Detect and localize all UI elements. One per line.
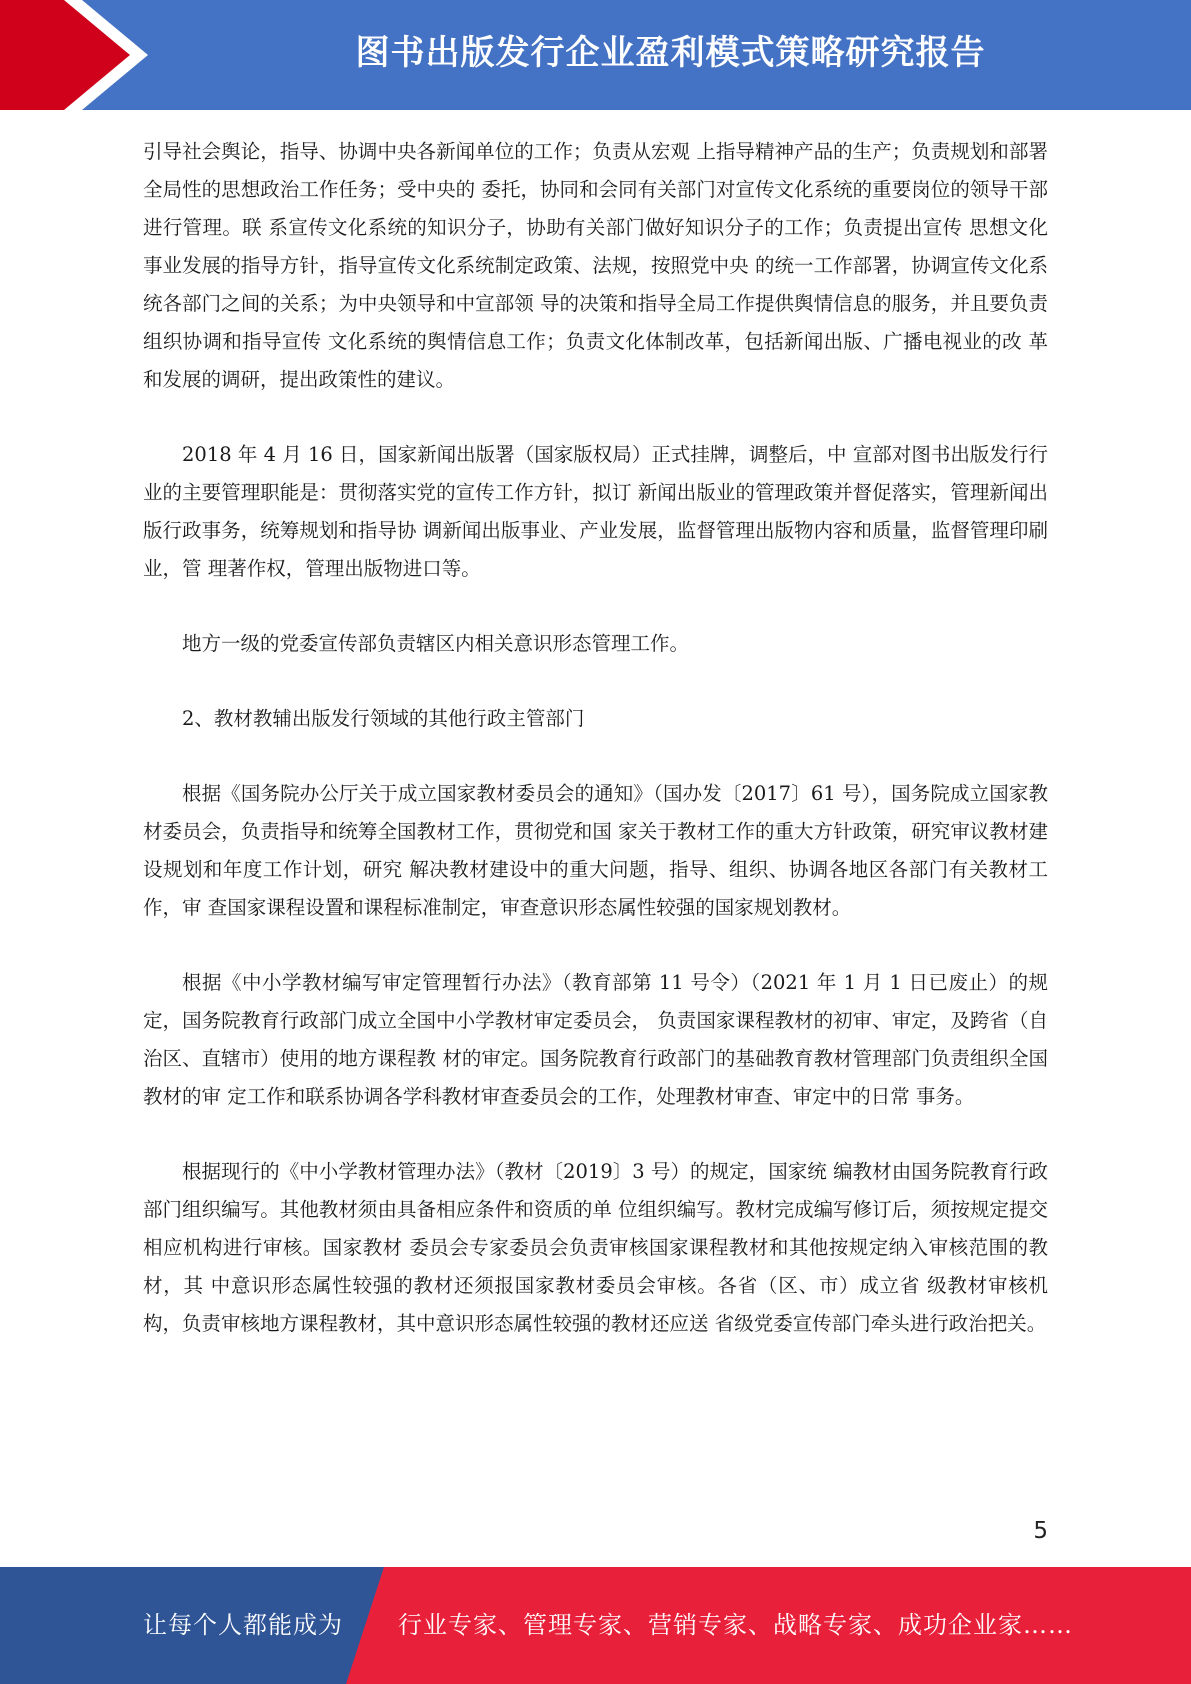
body-paragraph: 2018 年 4 月 16 日，国家新闻出版署（国家版权局）正式挂牌，调整后，中 宣部对图书出版发行行业的主要管理职能是：贯彻落实党的宣传工作方针，拟订 新闻出版业的管理政策并督促落实，管理新闻出版行政事务，统筹规划和指导协 调新闻出版事业、产业发展，监督管理出版物内容和质量，监督管理印刷业，管 理著作权，管理出版物进口等。	[143, 443, 1048, 580]
page-number: 5	[1033, 1518, 1048, 1544]
body-paragraph: 根据《国务院办公厅关于成立国家教材委员会的通知》（国办发〔2017〕61 号），国务院成立国家教材委员会，负责指导和统筹全国教材工作，贯彻党和国 家关于教材工作的重大方针政策，研究审议教材建设规划和年度工作计划，研究 解决教材建设中的重大问题，指导、组织、协调各地区各部门有关教材工作，审 查国家课程设置和课程标准制定，审查意识形态属性较强的国家规划教材。	[143, 782, 1048, 919]
report-title: 图书出版发行企业盈利模式策略研究报告	[355, 33, 986, 73]
header-arrow-decoration	[0, 0, 152, 110]
body-paragraph: 根据《中小学教材编写审定管理暂行办法》（教育部第 11 号令）（2021 年 1 月 1 日已废止）的规定，国务院教育行政部门成立全国中小学教材审定委员会， 负责国家课程教材的初审、审定，及跨省（自治区、直辖市）使用的地方课程教 材的审定。国务院教育行政部门的基础教育教材管理部门负责组织全国教材的审 定工作和联系协调各学科教材审查委员会的工作，处理教材审查、审定中的日常 事务。	[143, 971, 1048, 1108]
section-heading: 2、教材教辅出版发行领域的其他行政主管部门	[182, 707, 585, 730]
footer-slogan-right: 行业专家、管理专家、营销专家、战略专家、成功企业家……	[398, 1611, 1073, 1639]
body-paragraph: 地方一级的党委宣传部负责辖区内相关意识形态管理工作。	[182, 632, 690, 655]
footer-slogan-left: 让每个人都能成为	[143, 1611, 343, 1639]
document-body	[143, 133, 1048, 1380]
body-paragraph: 引导社会舆论，指导、协调中央各新闻单位的工作；负责从宏观 上指导精神产品的生产；负责规划和部署全局性的思想政治工作任务；受中央的 委托，协同和会同有关部门对宣传文化系统的重要岗位的领导干部进行管理。联 系宣传文化系统的知识分子，协助有关部门做好知识分子的工作；负责提出宣传 思想文化事业发展的指导方针，指导宣传文化系统制定政策、法规，按照党中央 的统一工作部署，协调宣传文化系统各部门之间的关系；为中央领导和中宣部领 导的决策和指导全局工作提供舆情信息的服务，并且要负责组织协调和指导宣传 文化系统的舆情信息工作；负责文化体制改革，包括新闻出版、广播电视业的改 革和发展的调研，提出政策性的建议。	[143, 140, 1048, 391]
page-footer	[0, 1567, 1191, 1684]
body-paragraph: 根据现行的《中小学教材管理办法》（教材〔2019〕3 号）的规定，国家统 编教材由国务院教育行政部门组织编写。其他教材须由具备相应条件和资质的单 位组织编写。教材完成编写修订后，须按规定提交相应机构进行审核。国家教材 委员会专家委员会负责审核国家课程教材和其他按规定纳入审核范围的教材，其 中意识形态属性较强的教材还须报国家教材委员会审核。各省（区、市）成立省 级教材审核机构，负责审核地方课程教材，其中意识形态属性较强的教材还应送 省级党委宣传部门牵头进行政治把关。	[143, 1160, 1048, 1335]
page-header	[0, 0, 1191, 110]
